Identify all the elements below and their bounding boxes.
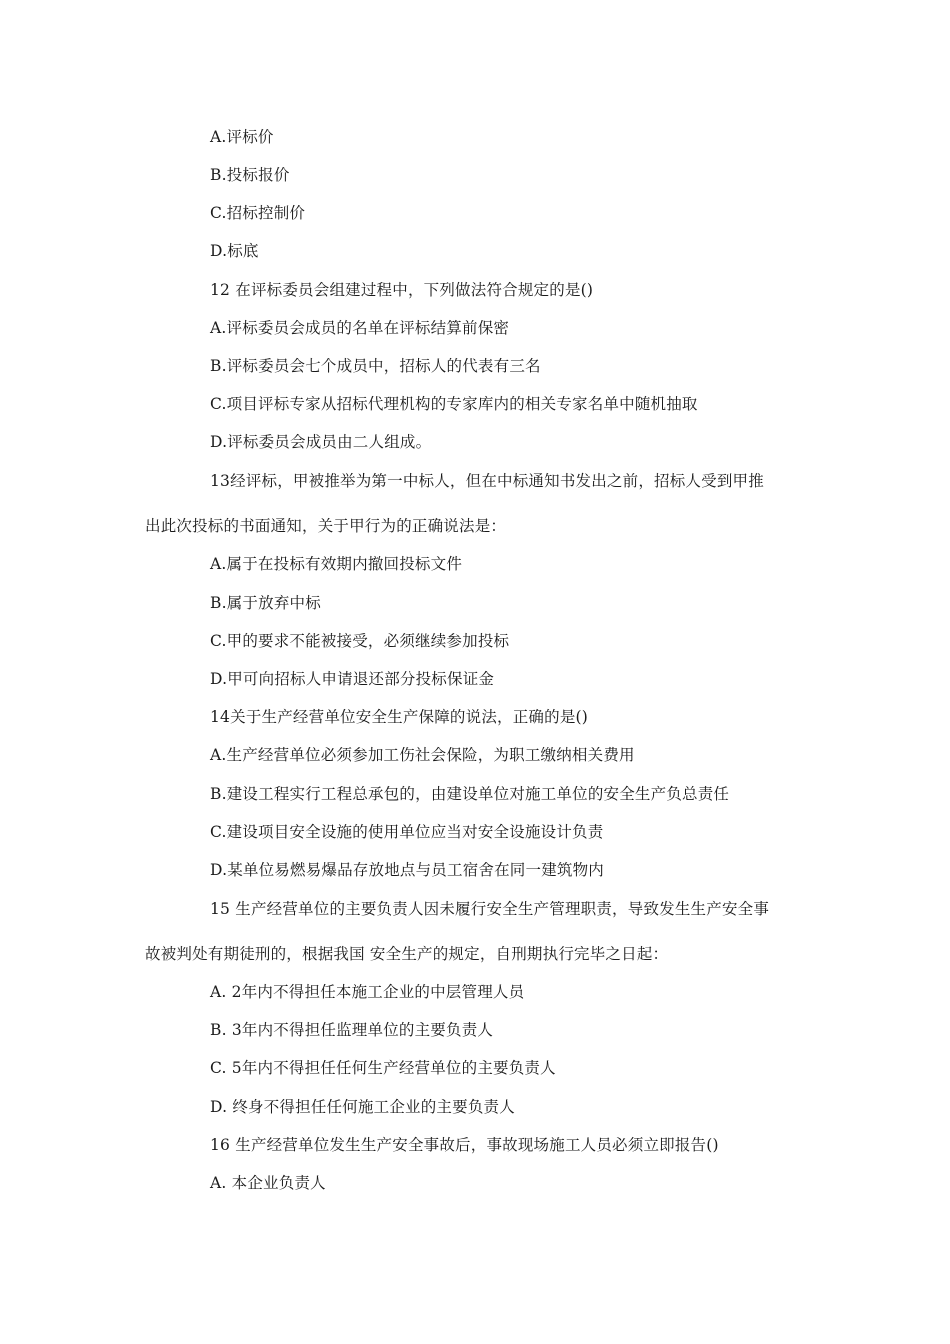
q11-option-d: D.标底 xyxy=(210,242,259,260)
q12-stem: 12 在评标委员会组建过程中，下列做法符合规定的是() xyxy=(210,281,594,299)
q13-stem-line1: 13经评标，甲被推举为第一中标人，但在中标通知书发出之前，招标人受到甲推 xyxy=(210,472,764,490)
q15-stem-line2: 故被判处有期徒刑的，根据我国 安全生产的规定，自刑期执行完毕之日起： xyxy=(145,945,669,963)
q13-option-d: D.甲可向招标人申请退还部分投标保证金 xyxy=(210,670,495,688)
q12-option-a: A.评标委员会成员的名单在评标结算前保密 xyxy=(210,319,510,337)
q13-stem-line2: 出此次投标的书面通知，关于甲行为的正确说法是： xyxy=(145,517,507,535)
q15-option-d: D. 终身不得担任任何施工企业的主要负责人 xyxy=(210,1098,515,1116)
q12-option-c: C.项目评标专家从招标代理机构的专家库内的相关专家名单中随机抽取 xyxy=(210,395,698,413)
q11-option-c: C.招标控制价 xyxy=(210,204,306,222)
q14-stem: 14关于生产经营单位安全生产保障的说法，正确的是() xyxy=(210,708,589,726)
q12-option-d: D.评标委员会成员由二人组成。 xyxy=(210,433,432,451)
q14-option-d: D.某单位易燃易爆品存放地点与员工宿舍在同一建筑物内 xyxy=(210,861,605,879)
q14-option-b: B.建设工程实行工程总承包的，由建设单位对施工单位的安全生产负总责任 xyxy=(210,785,730,803)
q16-option-a: A. 本企业负责人 xyxy=(210,1174,326,1192)
q15-option-c: C. 5年内不得担任任何生产经营单位的主要负责人 xyxy=(210,1059,556,1077)
q15-option-a: A. 2年内不得担任本施工企业的中层管理人员 xyxy=(210,983,525,1001)
q13-option-b: B.属于放弃中标 xyxy=(210,594,321,612)
q15-option-b: B. 3年内不得担任监理单位的主要负责人 xyxy=(210,1021,494,1039)
q13-option-c: C.甲的要求不能被接受，必须继续参加投标 xyxy=(210,632,510,650)
q13-option-a: A.属于在投标有效期内撤回投标文件 xyxy=(210,555,463,573)
q16-stem: 16 生产经营单位发生生产安全事故后，事故现场施工人员必须立即报告() xyxy=(210,1136,719,1154)
q14-option-a: A.生产经营单位必须参加工伤社会保险，为职工缴纳相关费用 xyxy=(210,746,635,764)
q11-option-a: A.评标价 xyxy=(210,128,274,146)
q11-option-b: B.投标报价 xyxy=(210,166,290,184)
q12-option-b: B.评标委员会七个成员中，招标人的代表有三名 xyxy=(210,357,541,375)
q15-stem-line1: 15 生产经营单位的主要负责人因未履行安全生产管理职责，导致发生生产安全事 xyxy=(210,900,770,918)
q14-option-c: C.建设项目安全设施的使用单位应当对安全设施设计负责 xyxy=(210,823,604,841)
